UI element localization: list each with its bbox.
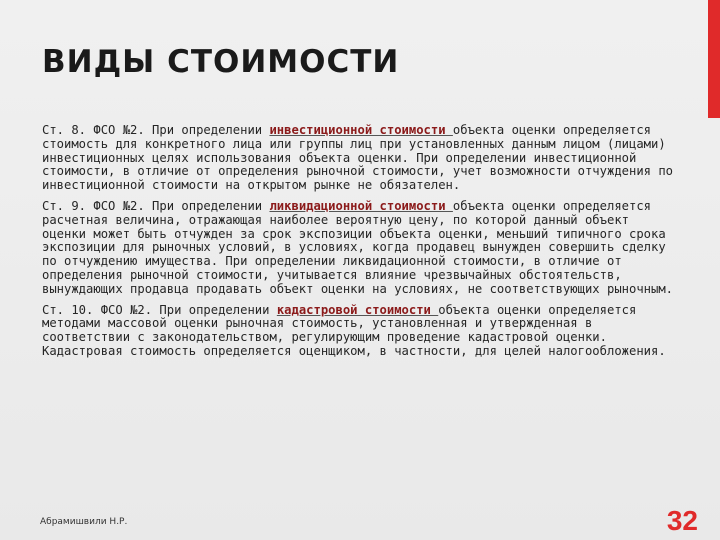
term-investment-value: инвестиционной стоимости [269, 123, 453, 137]
term-cadastral-value: кадастровой стоимости [276, 302, 439, 317]
page-number: 32 [666, 505, 698, 536]
slide-body [42, 124, 674, 366]
author-footer: Абрамишвили Н.Р. [40, 517, 128, 527]
paragraph-lead: Ст. 9. ФСО №2. При определении [42, 198, 270, 213]
paragraph-art-8 [42, 124, 674, 193]
paragraph-lead: Ст. 8. ФСО №2. При определении [42, 123, 270, 137]
paragraph-art-10 [42, 304, 674, 359]
slide-title: ВИДЫ СТОИМОСТИ [42, 44, 400, 80]
paragraph-rest: объекта оценки определяется стоимость для конкретного лица или группы лиц при установленных данным лицом (лицами) инвестиционных целях использования объекта оценки. При определении инвестиционной стоимости, в отличие от определения рыночной стоимости, учет возможности отчуждения по инвестиционной стоимости на открытом рынке не обязателен. [42, 123, 674, 193]
accent-bar [708, 0, 720, 118]
paragraph-rest: объекта оценки определяется расчетная величина, отражающая наиболее вероятную цену, по которой данный объект оценки может быть отчужден за срок экспозиции объекта оценки, меньший типичного срока экспозиции для рыночных условий, в условиях, когда продавец вынужден совершить сделку по отчуждению имущества. При определении ликвидационной стоимости, в отличие от определения рыночной стоимости, учитывается влияние чрезвычайных обстоятельств, вынуждающих продавца продавать объект оценки на условиях, не соответствующих рыночным. [42, 198, 674, 296]
paragraph-lead: Ст. 10. ФСО №2. При определении [42, 302, 277, 317]
paragraph-rest: объекта оценки определяется методами массовой оценки рыночная стоимость, установленная и утвержденная в соответствии с законодательством, регулирующим проведение кадастровой оценки. Кадастровая стоимость определяется оценщиком, в частности, для целей налогообложения. [42, 302, 666, 358]
term-liquidation-value: ликвидационной стоимости [269, 198, 453, 213]
paragraph-art-9 [42, 200, 674, 297]
